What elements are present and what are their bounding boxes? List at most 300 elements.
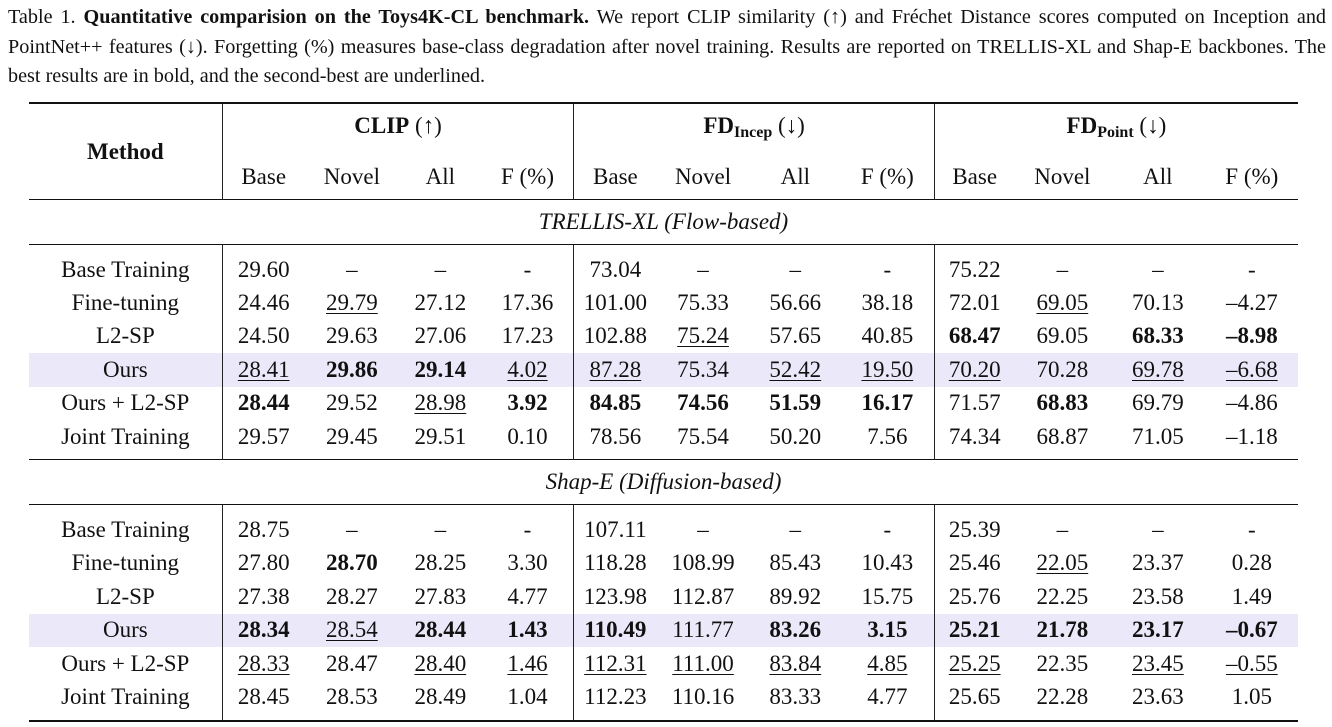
column-header: Base [222, 155, 304, 200]
value-cell [934, 547, 1014, 580]
value-text: 4.02 [507, 356, 548, 382]
value-text: 27.83 [414, 583, 467, 609]
value-text: 29.57 [237, 423, 290, 449]
value-cell [222, 286, 304, 319]
value-cell [1110, 505, 1206, 547]
value-text: 0.10 [507, 423, 548, 449]
value-text: 102.88 [583, 323, 647, 349]
caption-title: Quantitative comparision on the Toys4K-CL benchmark. [83, 6, 590, 28]
value-cell [656, 614, 749, 647]
value-text: 7.56 [867, 423, 908, 449]
value-cell [841, 420, 934, 460]
value-cell [841, 614, 934, 647]
group-name: CLIP [354, 112, 410, 138]
value-text: - [523, 256, 532, 282]
header-row-groups [29, 103, 1298, 155]
value-cell [1206, 680, 1298, 720]
value-text: 24.50 [237, 323, 290, 349]
value-text: 68.83 [1036, 390, 1089, 416]
value-cell [1206, 580, 1298, 613]
value-cell [841, 320, 934, 353]
value-text: 29.14 [414, 356, 467, 382]
method-cell: L2-SP [95, 323, 155, 349]
value-text: 23.63 [1131, 683, 1184, 709]
value-text: 28.45 [237, 683, 290, 709]
value-text: 1.05 [1231, 683, 1272, 709]
value-text: 70.28 [1036, 356, 1089, 382]
value-text: 111.77 [672, 617, 734, 643]
value-text: 85.43 [769, 550, 822, 576]
value-cell [222, 547, 304, 580]
value-cell [399, 353, 481, 386]
value-cell [482, 580, 574, 613]
value-cell [934, 245, 1014, 287]
value-text: 68.47 [948, 323, 1001, 349]
value-text: 15.75 [861, 583, 914, 609]
value-cell [934, 420, 1014, 460]
table-row [29, 353, 1298, 386]
table-row [29, 614, 1298, 647]
method-cell: Ours + L2-SP [61, 650, 190, 676]
value-cell [750, 245, 841, 287]
value-cell [305, 320, 399, 353]
value-cell [750, 286, 841, 319]
table-row [29, 647, 1298, 680]
value-cell [656, 547, 749, 580]
value-text: 87.28 [589, 356, 642, 382]
value-text: – [1152, 256, 1164, 282]
value-cell [934, 353, 1014, 386]
results-table [29, 102, 1298, 722]
value-text: 28.53 [326, 683, 378, 709]
value-text: 75.22 [948, 256, 1001, 282]
value-text: – [789, 256, 802, 282]
value-text: 4.85 [867, 650, 908, 676]
table-row [29, 420, 1298, 460]
value-text: 25.39 [948, 517, 1001, 543]
value-cell [399, 614, 481, 647]
value-cell [841, 387, 934, 420]
value-cell [656, 387, 749, 420]
value-cell [841, 547, 934, 580]
value-text: –0.55 [1225, 650, 1278, 676]
value-cell [750, 320, 841, 353]
value-text: - [883, 256, 892, 282]
value-text: 74.34 [948, 423, 1001, 449]
value-cell [574, 614, 656, 647]
method-cell: Fine-tuning [71, 550, 180, 576]
value-text: 112.23 [584, 683, 647, 709]
value-cell [1015, 680, 1111, 720]
value-cell [934, 614, 1014, 647]
value-text: 57.65 [769, 323, 822, 349]
table-row [29, 387, 1298, 420]
value-cell [399, 647, 481, 680]
value-text: 73.04 [589, 256, 642, 282]
value-text: 69.79 [1131, 390, 1184, 416]
value-text: 28.44 [237, 390, 290, 416]
value-cell [656, 320, 749, 353]
value-text: 17.23 [501, 323, 554, 349]
value-cell [305, 245, 399, 287]
method-cell: L2-SP [95, 583, 155, 609]
value-cell [656, 353, 749, 386]
value-cell [1110, 245, 1206, 287]
value-cell [1110, 614, 1206, 647]
value-text: 23.58 [1131, 583, 1184, 609]
value-text: 112.87 [671, 583, 735, 609]
value-text: –0.67 [1225, 617, 1278, 643]
value-cell [482, 245, 574, 287]
value-text: – [1152, 517, 1164, 543]
value-cell [1110, 647, 1206, 680]
value-text: - [1247, 256, 1256, 282]
value-cell [305, 614, 399, 647]
value-text: 70.13 [1131, 290, 1184, 316]
value-text: – [1056, 256, 1069, 282]
value-text: - [1247, 517, 1256, 543]
value-text: 29.79 [326, 290, 378, 316]
value-text: 4.77 [867, 683, 908, 709]
value-cell [399, 505, 481, 547]
value-text: 23.17 [1131, 617, 1184, 643]
value-cell [399, 245, 481, 287]
method-cell: Base Training [61, 256, 190, 282]
value-cell [1015, 614, 1111, 647]
value-text: 68.87 [1036, 423, 1089, 449]
value-text: 56.66 [769, 290, 822, 316]
value-text: 3.15 [867, 617, 908, 643]
group-header-fd-incep [574, 103, 934, 155]
value-cell [656, 420, 749, 460]
value-cell [1015, 286, 1111, 319]
value-text: 22.28 [1036, 683, 1089, 709]
value-text: 40.85 [861, 323, 914, 349]
value-cell [1206, 245, 1298, 287]
column-header: Base [574, 155, 656, 200]
value-cell [482, 647, 574, 680]
value-cell [222, 320, 304, 353]
value-text: – [789, 517, 802, 543]
value-cell [1206, 547, 1298, 580]
value-cell [841, 680, 934, 720]
value-text: 4.77 [507, 583, 548, 609]
value-cell [934, 647, 1014, 680]
value-text: – [697, 256, 709, 282]
value-cell [574, 647, 656, 680]
value-text: – [1056, 517, 1069, 543]
value-text: 28.98 [414, 390, 467, 416]
value-cell [574, 387, 656, 420]
value-text: 72.01 [948, 290, 1001, 316]
table-row [29, 286, 1298, 319]
column-header: All [1143, 164, 1173, 189]
value-cell [1206, 420, 1298, 460]
group-header-fd-point [934, 103, 1298, 155]
column-header: F (%) [860, 164, 914, 189]
value-cell [305, 387, 399, 420]
value-cell [750, 680, 841, 720]
value-text: 3.92 [507, 390, 548, 416]
value-cell [1015, 353, 1111, 386]
value-cell [1206, 320, 1298, 353]
method-cell: Fine-tuning [71, 290, 180, 316]
value-cell [222, 420, 304, 460]
value-cell [1110, 547, 1206, 580]
value-text: 25.46 [948, 550, 1001, 576]
value-cell [656, 245, 749, 287]
value-text: 28.27 [326, 583, 378, 609]
value-text: 25.25 [948, 650, 1001, 676]
method-cell: Joint Training [61, 423, 190, 449]
value-cell [482, 680, 574, 720]
value-text: 70.20 [948, 356, 1001, 382]
value-cell [1206, 614, 1298, 647]
value-cell [222, 387, 304, 420]
value-cell [399, 547, 481, 580]
value-cell [841, 580, 934, 613]
table-caption [8, 3, 1326, 92]
value-cell [482, 420, 574, 460]
table-row [29, 320, 1298, 353]
value-cell [222, 353, 304, 386]
group-arrow: (↓) [778, 112, 805, 138]
value-cell [1015, 387, 1111, 420]
group-arrow: (↑) [414, 112, 442, 138]
value-cell [750, 647, 841, 680]
value-cell [1015, 245, 1111, 287]
value-text: 69.78 [1131, 356, 1184, 382]
group-arrow: (↓) [1139, 112, 1167, 138]
value-text: 75.34 [677, 356, 729, 382]
value-cell [222, 647, 304, 680]
table-row [29, 245, 1298, 287]
value-cell [305, 647, 399, 680]
section-header-row [29, 200, 1298, 245]
value-cell [1110, 387, 1206, 420]
column-header: All [780, 164, 810, 189]
value-cell [482, 286, 574, 319]
value-text: –6.68 [1225, 356, 1278, 382]
value-cell [399, 420, 481, 460]
value-cell [399, 680, 481, 720]
value-text: 71.05 [1131, 423, 1184, 449]
value-text: – [697, 517, 709, 543]
value-text: 50.20 [769, 423, 822, 449]
value-cell [574, 320, 656, 353]
value-text: 29.63 [326, 323, 378, 349]
value-cell [399, 387, 481, 420]
value-text: 69.05 [1036, 323, 1089, 349]
method-cell: Ours [29, 353, 222, 386]
value-text: 29.86 [326, 356, 378, 382]
table-row [29, 680, 1298, 720]
value-text: 24.46 [237, 290, 290, 316]
value-text: 52.42 [769, 356, 822, 382]
value-text: 28.49 [414, 683, 467, 709]
value-cell [841, 286, 934, 319]
value-text: 29.60 [237, 256, 290, 282]
value-text: 1.46 [507, 650, 548, 676]
value-text: 27.38 [237, 583, 290, 609]
value-text: 17.36 [501, 290, 554, 316]
value-cell [1206, 505, 1298, 547]
value-cell [482, 614, 574, 647]
method-header: Method [29, 103, 222, 200]
section-title: Shap-E (Diffusion-based) [29, 460, 1298, 505]
value-text: 29.52 [326, 390, 378, 416]
value-text: 69.05 [1036, 290, 1089, 316]
value-text: 23.45 [1131, 650, 1184, 676]
value-text: 84.85 [589, 390, 642, 416]
value-text: 28.40 [414, 650, 467, 676]
group-sub: Incep [734, 123, 773, 141]
value-cell [841, 505, 934, 547]
value-text: 1.04 [507, 683, 548, 709]
value-text: 29.51 [414, 423, 467, 449]
value-text: 28.25 [414, 550, 467, 576]
value-text: 107.11 [584, 517, 647, 543]
value-cell [1015, 547, 1111, 580]
value-cell [1110, 580, 1206, 613]
value-cell [1110, 680, 1206, 720]
value-text: – [434, 256, 447, 282]
value-text: 28.54 [326, 617, 378, 643]
value-cell [399, 580, 481, 613]
value-cell [482, 353, 574, 386]
value-cell [222, 505, 304, 547]
value-cell [656, 505, 749, 547]
value-cell [656, 580, 749, 613]
value-text: 78.56 [589, 423, 642, 449]
value-cell [1110, 353, 1206, 386]
value-cell [482, 547, 574, 580]
group-name: FD [1066, 112, 1098, 138]
table-row [29, 580, 1298, 613]
value-text: - [523, 517, 532, 543]
value-text: 71.57 [948, 390, 1001, 416]
value-cell [750, 387, 841, 420]
value-text: 28.70 [326, 550, 378, 576]
value-cell [656, 286, 749, 319]
group-sub: Point [1097, 123, 1134, 141]
value-cell [482, 387, 574, 420]
value-text: 83.84 [769, 650, 822, 676]
value-text: 22.05 [1036, 550, 1089, 576]
value-text: 25.21 [948, 617, 1001, 643]
value-cell [841, 245, 934, 287]
value-text: 83.26 [769, 617, 822, 643]
value-cell [1206, 286, 1298, 319]
value-text: 110.49 [584, 617, 647, 643]
value-cell [750, 505, 841, 547]
column-header: F (%) [1225, 164, 1279, 189]
value-cell [656, 680, 749, 720]
value-text: –4.86 [1225, 390, 1278, 416]
value-cell [1015, 647, 1111, 680]
value-cell [656, 647, 749, 680]
value-cell [305, 286, 399, 319]
value-cell [934, 580, 1014, 613]
caption-label: Table 1. [8, 6, 76, 28]
value-text: –4.27 [1225, 290, 1278, 316]
value-cell [574, 547, 656, 580]
value-text: 27.12 [414, 290, 467, 316]
value-cell [841, 647, 934, 680]
value-text: 23.37 [1131, 550, 1184, 576]
value-text: 51.59 [769, 390, 822, 416]
value-cell [1015, 320, 1111, 353]
value-text: 3.30 [507, 550, 548, 576]
value-text: 75.54 [677, 423, 729, 449]
value-cell [574, 420, 656, 460]
section-title: TRELLIS-XL (Flow-based) [29, 200, 1298, 245]
value-text: 28.41 [237, 356, 290, 382]
column-header: All [425, 164, 456, 189]
value-text: 28.47 [326, 650, 378, 676]
value-text: 25.76 [948, 583, 1001, 609]
column-header: Novel [1034, 164, 1091, 189]
value-cell [305, 505, 399, 547]
value-cell [934, 680, 1014, 720]
value-text: – [346, 517, 358, 543]
value-text: 21.78 [1036, 617, 1089, 643]
method-cell: Ours + L2-SP [61, 390, 190, 416]
value-text: 75.33 [677, 290, 729, 316]
value-cell [750, 614, 841, 647]
value-text: 28.75 [237, 517, 290, 543]
value-text: – [346, 256, 358, 282]
value-cell [1110, 320, 1206, 353]
value-text: 118.28 [584, 550, 647, 576]
value-cell [222, 580, 304, 613]
value-text: 29.45 [326, 423, 378, 449]
value-text: 28.34 [237, 617, 290, 643]
column-header: Novel [674, 164, 732, 189]
value-cell [750, 420, 841, 460]
value-text: 27.80 [237, 550, 290, 576]
value-text: 0.28 [1231, 550, 1272, 576]
value-cell [574, 680, 656, 720]
value-text: –1.18 [1225, 423, 1278, 449]
value-text: 101.00 [583, 290, 647, 316]
value-cell [305, 420, 399, 460]
value-text: – [434, 517, 447, 543]
value-text: 111.00 [672, 650, 734, 676]
value-cell [574, 580, 656, 613]
value-cell [934, 320, 1014, 353]
value-cell [1110, 286, 1206, 319]
value-cell [222, 680, 304, 720]
value-text: 1.49 [1231, 583, 1272, 609]
value-cell [574, 353, 656, 386]
group-header-clip [222, 103, 574, 155]
column-header: F (%) [500, 164, 554, 189]
method-cell: Joint Training [29, 680, 222, 720]
value-text: 16.17 [861, 390, 914, 416]
value-cell [305, 680, 399, 720]
value-text: 89.92 [769, 583, 822, 609]
value-text: 38.18 [861, 290, 914, 316]
value-text: - [883, 517, 892, 543]
value-cell [934, 387, 1014, 420]
value-cell [574, 505, 656, 547]
column-header: Base [934, 155, 1014, 200]
value-cell [399, 286, 481, 319]
section-header-row [29, 460, 1298, 505]
value-cell [305, 547, 399, 580]
value-text: 22.35 [1036, 650, 1089, 676]
